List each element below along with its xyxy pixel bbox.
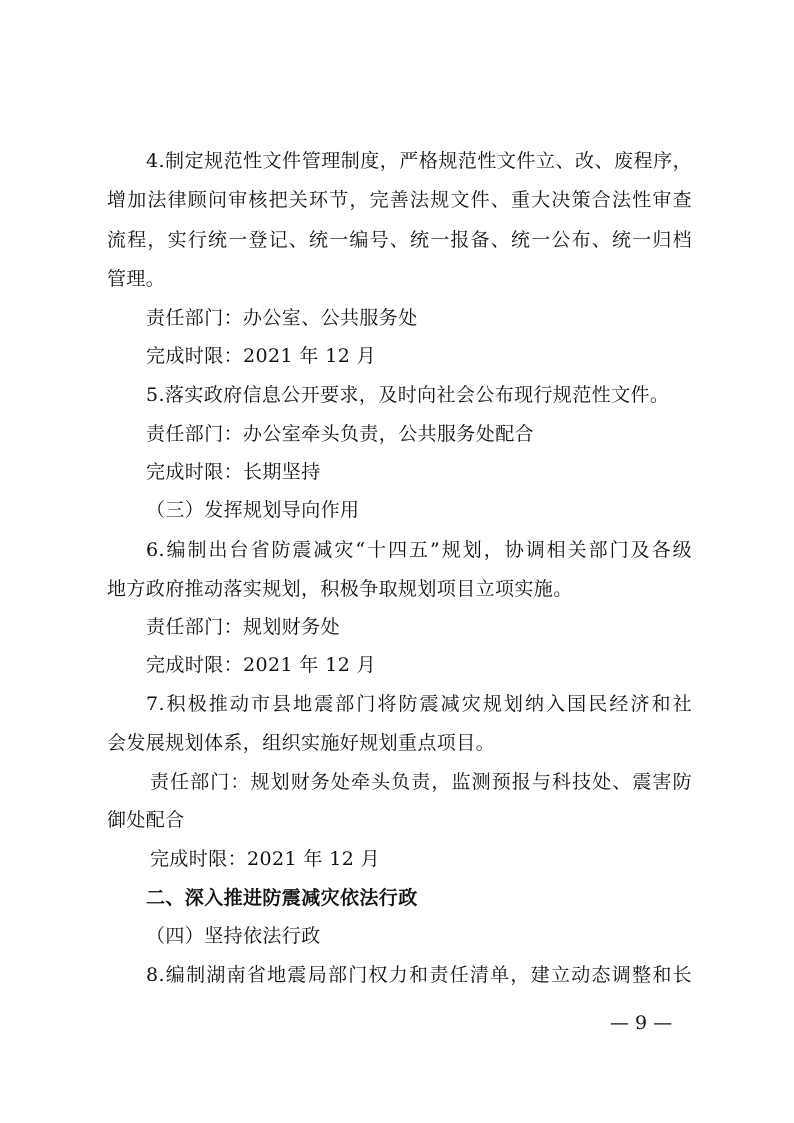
paragraph-4-line-3: 流程，实行统一登记、统一编号、统一报备、统一公布、统一归档 [107, 229, 692, 251]
paragraph-4-responsible-dept: 责任部门：办公室、公共服务处 [146, 307, 418, 329]
chapter-2-heading: 二、深入推进防震减灾依法行政 [146, 887, 418, 909]
paragraph-7-line-2: 会发展规划体系，组织实施好规划重点项目。 [107, 732, 496, 754]
paragraph-4-line-2: 增加法律顾问审核把关环节，完善法规文件、重大决策合法性审查 [107, 189, 692, 211]
page-number: — 9 — [610, 1012, 673, 1034]
paragraph-6-line-2: 地方政府推动落实规划，积极争取规划项目立项实施。 [107, 578, 573, 600]
paragraph-4-deadline: 完成时限：2021 年 12 月 [146, 345, 377, 367]
paragraph-6-line-1: 6.编制出台省防震减灾“十四五”规划，协调相关部门及各级 [146, 539, 692, 561]
paragraph-7-responsible-dept-line-1: 责任部门：规划财务处牵头负责，监测预报与科技处、震害防 [150, 771, 692, 793]
paragraph-8-line-1: 8.编制湖南省地震局部门权力和责任清单，建立动态调整和长 [146, 964, 692, 986]
paragraph-5-deadline: 完成时限：长期坚持 [146, 461, 321, 483]
paragraph-7-deadline: 完成时限：2021 年 12 月 [150, 848, 381, 870]
paragraph-7-responsible-dept-line-2: 御处配合 [107, 809, 185, 831]
paragraph-6-deadline: 完成时限：2021 年 12 月 [146, 654, 377, 676]
section-4-heading: （四）坚持依法行政 [146, 925, 321, 947]
paragraph-6-responsible-dept: 责任部门：规划财务处 [146, 616, 341, 638]
paragraph-5-line-1: 5.落实政府信息公开要求，及时向社会公布现行规范性文件。 [146, 384, 670, 406]
section-3-heading: （三）发挥规划导向作用 [146, 499, 360, 521]
paragraph-7-line-1: 7.积极推动市县地震部门将防震减灾规划纳入国民经济和社 [146, 693, 692, 715]
paragraph-5-responsible-dept: 责任部门：办公室牵头负责，公共服务处配合 [146, 423, 535, 445]
paragraph-4-line-1: 4.制定规范性文件管理制度，严格规范性文件立、改、废程序， [146, 150, 692, 172]
paragraph-4-line-4: 管理。 [107, 268, 166, 290]
